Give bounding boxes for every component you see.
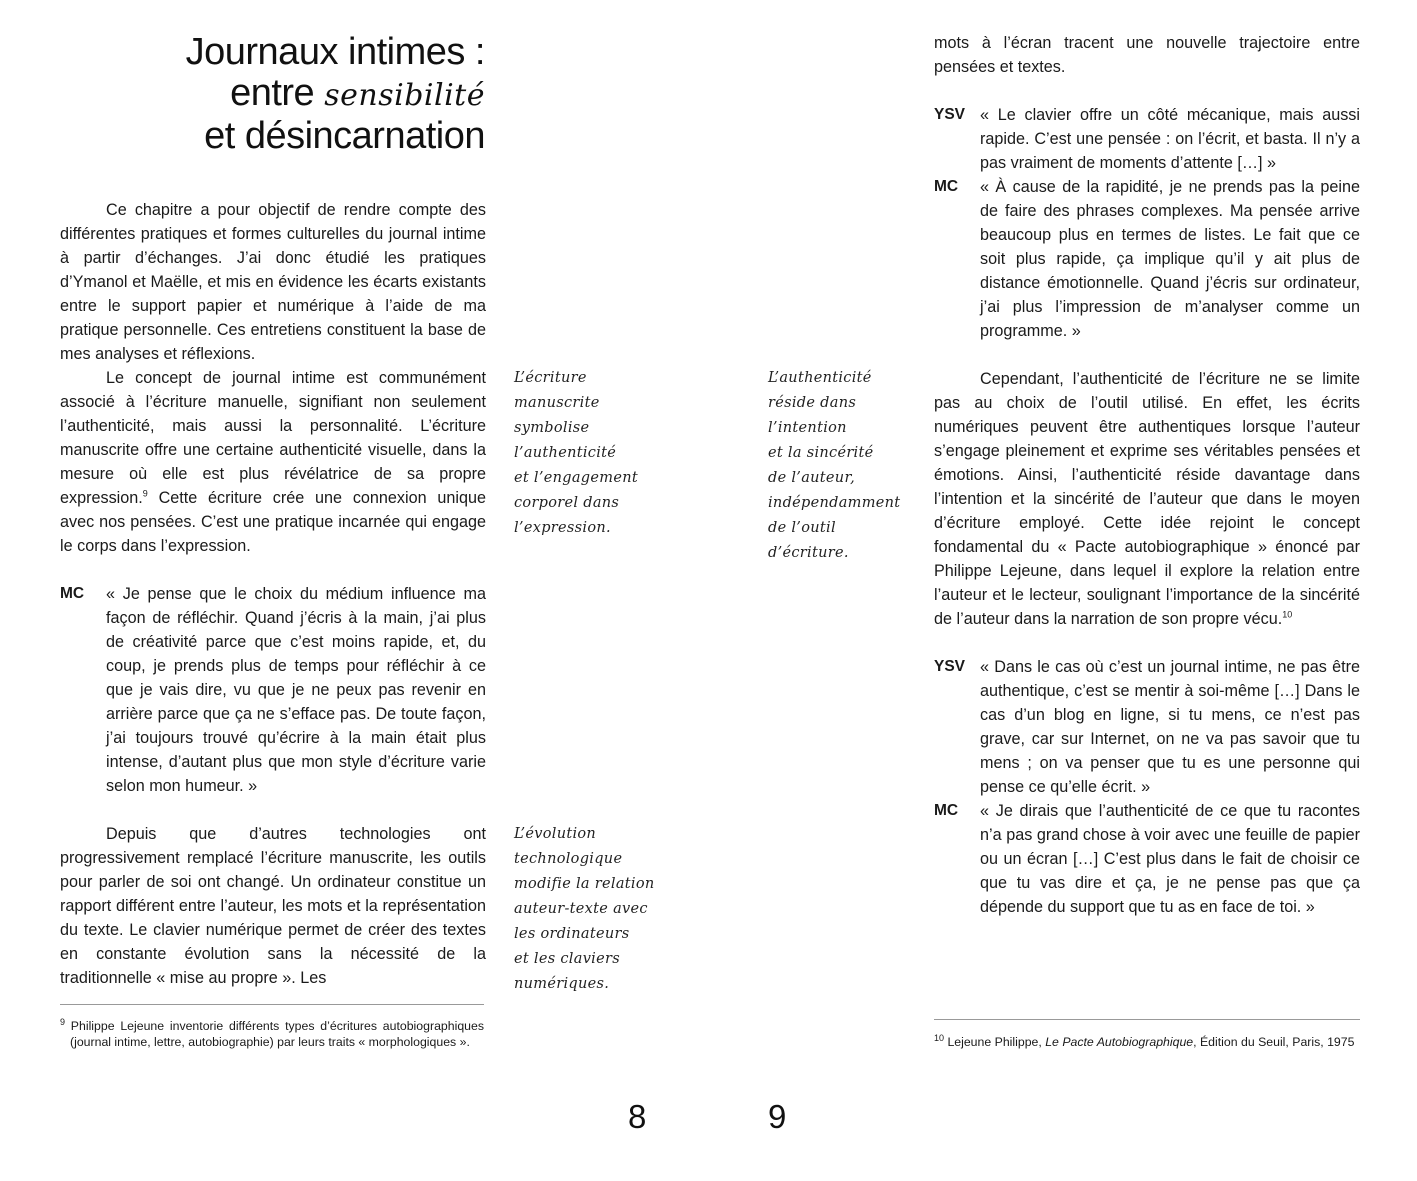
footnote-divider <box>934 1019 1360 1020</box>
note-line: l’expression. <box>514 520 611 536</box>
note-line: et l’engagement <box>514 470 638 486</box>
paragraph-concept <box>60 366 486 558</box>
paragraph-technology: Depuis que d’autres technologies ont progressivement remplacé l’écriture manuscrite, les outils pour parler de soi ont changé. Un ordinateur constitue un rapport différent entre l’auteur, les mots et la représentation du texte. Le clavier numérique permet de créer des textes en constante évolution sans la nécessité de la traditionnelle « mise au propre ». Les <box>60 825 486 987</box>
note-line: L’évolution <box>514 826 597 842</box>
title-line-3: et désincarnation <box>204 115 485 157</box>
quote-block-ysv-2 <box>934 655 1360 799</box>
paragraph-authenticity-text: Cependant, l’authenticité de l’écriture ne se limite pas au choix de l’outil utilisé. En effet, les écrits numériques peuvent être authentiques lorsque l’auteur s’engage pleinement et exprime ses véritables pensées et émotions. Ainsi, l’authenticité réside davantage dans l’intention et la sincérité de l’auteur que dans le moyen d’écriture employé. Cette idée rejoint le concept fondamental du « Pacte autobiographique » énoncé par Philippe Lejeune, dans lequel il explore la relation entre l’auteur et le lecteur, soulignant l’importance de la sincérité de l’auteur dans la narration de son propre vécu. <box>934 370 1360 628</box>
footnote-number: 10 <box>934 1032 945 1043</box>
page-number-right: 9 <box>768 1098 787 1135</box>
note-line: modifie la relation <box>514 876 655 892</box>
note-line: de l’auteur, <box>768 470 855 486</box>
note-line: auteur-texte avec <box>514 901 648 917</box>
note-line: de l’outil <box>768 520 836 536</box>
chapter-title <box>60 32 485 157</box>
note-line: l’authenticité <box>514 445 617 461</box>
quote-text: « Je dirais que l’authenticité de ce que tu racontes n’a pas grand chose à voir avec une feuille de papier ou un écran […] C’est plus dans le fait de choisir ce que tu vas dire et ça, je ne pense pas que ça dépende du support que tu as en face de toi. » <box>980 802 1360 916</box>
footnote-publisher: , Édition du Seuil, Paris, 1975 <box>1193 1035 1355 1049</box>
quote-text: « Je pense que le choix du médium influence ma façon de réfléchir. Quand j’écris à la main, j’ai plus de créativité parce que c’est moins rapide, et, du coup, je prends plus de temps pour réfléchir à ce que je vais dire, vu que je ne peux pas revenir en arrière parce que ça ne s’efface pas. De toute façon, j’ai toujours trouvé qu’écrire à la main était plus intense, d’autant plus que mon style d’écriture varie selon mon humeur. » <box>106 585 486 795</box>
margin-note-authenticity <box>768 366 900 566</box>
quote-text: « À cause de la rapidité, je ne prends pas la peine de faire des phrases complexes. Ma pensée arrive beaucoup plus en termes de listes. Le fait que ce soit plus rapide, ça implique qu’il y ait plus de distance émotionnelle. Quand j’écris sur ordinateur, j’ai plus l’impression de m’analyser comme un programme. » <box>980 178 1360 340</box>
quote-block-ysv-1 <box>934 103 1360 175</box>
note-line: l’intention <box>768 420 847 436</box>
title-handwritten-word: sensibilité <box>324 78 485 113</box>
footnote-text: Philippe Lejeune inventorie différents types d’écritures autobiographiques (journal intime, lettre, autobiographie) par leurs traits « morphologiques ». <box>70 1019 484 1049</box>
footnote-ref-9[interactable]: 9 <box>142 488 148 499</box>
speaker-tag: MC <box>934 802 959 819</box>
footnote-divider <box>60 1004 484 1005</box>
right-column <box>934 31 1360 919</box>
note-line: symbolise <box>514 420 590 436</box>
quote-block-mc-2 <box>934 175 1360 343</box>
footnote-ref-10[interactable]: 10 <box>1282 609 1293 620</box>
paragraph-intro: Ce chapitre a pour objectif de rendre compte des différentes pratiques et formes culturelles du journal intime à partir d’échanges. J’ai donc étudié les pratiques d’Ymanol et Maëlle, et mis en évidence les écarts existants entre le support papier et numérique à l’aide de ma pratique personnelle. Ces entretiens constituent la base de mes analyses et réflexions. <box>60 201 486 363</box>
note-line: les ordinateurs <box>514 926 630 942</box>
quote-text: « Dans le cas où c’est un journal intime, ne pas être authentique, c’est se mentir à soi-même […] Dans le cas d’un blog en ligne, si tu mens, ce n’est pas grave, car sur Internet, on ne va pas savoir que tu mens ; on va penser que tu es une personne qui pense ce qu’elle écrit. » <box>980 658 1360 796</box>
title-line-2-lead: entre <box>230 72 325 114</box>
note-line: L’écriture <box>514 370 587 386</box>
footnote-book-title: Le Pacte Autobiographique <box>1045 1035 1194 1049</box>
note-line: et la sincérité <box>768 445 874 461</box>
note-line: manuscrite <box>514 395 600 411</box>
title-line-1: Journaux intimes : <box>185 31 485 73</box>
footnote-9 <box>60 1018 484 1050</box>
note-line: et les claviers <box>514 951 620 967</box>
speaker-tag: MC <box>60 585 85 602</box>
note-line: indépendamment <box>768 495 901 511</box>
note-line: numériques. <box>514 976 610 992</box>
paragraph-concept-text: Le concept de journal intime est communément associé à l’écriture manuelle, signifiant non seulement l’authenticité, mais aussi la personnalité. L’écriture manuscrite offre une certaine authenticité visuelle, dans la mesure où elle est plus révélatrice de sa propre expression. <box>60 369 486 507</box>
note-line: corporel dans <box>514 495 620 511</box>
speaker-tag: YSV <box>934 106 966 123</box>
margin-note-handwriting <box>514 366 638 541</box>
note-line: technologique <box>514 851 623 867</box>
paragraph-continuation: mots à l’écran tracent une nouvelle trajectoire entre pensées et textes. <box>934 34 1360 76</box>
left-column <box>60 198 486 990</box>
speaker-tag: MC <box>934 178 959 195</box>
title-line-2 <box>60 73 485 116</box>
quote-block-mc-3 <box>934 799 1360 919</box>
footnote-author: Lejeune Philippe, <box>947 1035 1046 1049</box>
quote-text: « Le clavier offre un côté mécanique, mais aussi rapide. C’est une pensée : on l’écrit, et basta. Il n’y a pas vraiment de moments d’attente […] » <box>980 106 1360 172</box>
footnote-number: 9 <box>60 1016 66 1027</box>
note-line: réside dans <box>768 395 857 411</box>
paragraph-concept-tail: Cette écriture crée une connexion unique avec nos pensées. C’est une pratique incarnée qui engage le corps dans l’expression. <box>60 489 486 555</box>
margin-note-evolution <box>514 822 655 997</box>
footnote-10 <box>934 1034 1364 1050</box>
page-number-left: 8 <box>628 1098 647 1135</box>
paragraph-authenticity <box>934 367 1360 631</box>
note-line: d’écriture. <box>768 545 849 561</box>
quote-block-mc-1 <box>60 582 486 798</box>
note-line: L’authenticité <box>768 370 872 386</box>
speaker-tag: YSV <box>934 658 966 675</box>
